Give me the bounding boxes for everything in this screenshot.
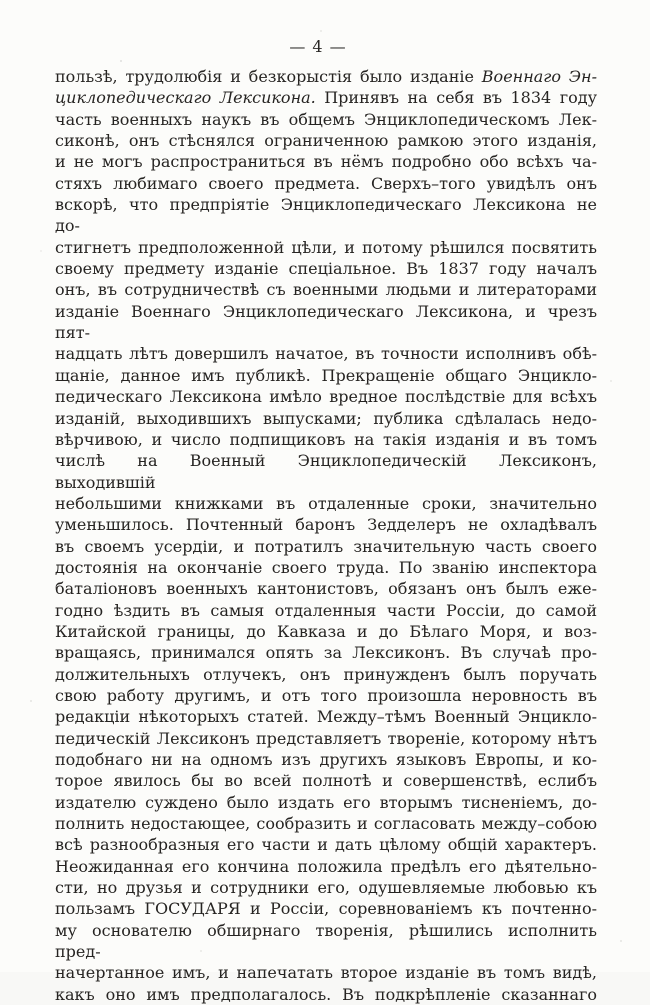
text-segment: сти, но друзья и сотрудники его, одушевляемые любовью къ [55,878,597,898]
text-segment: какъ оно имъ предполагалось. Въ подкрѣпленіе сказаннаго [55,984,597,1004]
text-line [55,856,597,877]
text-line [55,685,597,706]
text-line [55,343,597,364]
text-segment: достоянія на окончаніе своего труда. По званію инспектора [55,557,597,577]
body-text [55,66,597,1005]
text-line [55,621,597,642]
text-line [55,151,597,172]
text-segment: свою работу другимъ, и отъ того произошла неровность въ [55,685,597,705]
text-segment: сиконѣ, онъ стѣснялся ограниченною рамкою этого изданія, [55,131,597,151]
text-segment: баталіоновъ военныхъ кантонистовъ, обязанъ онъ былъ еже- [55,579,597,599]
text-line [55,642,597,663]
text-line [55,557,597,578]
text-segment: начертанное имъ, и напечатать второе изданіе въ томъ видѣ, [55,963,597,983]
text-line [55,792,597,813]
text-segment: Неожиданная его кончина положила предѣлъ его дѣятельно- [55,856,597,876]
text-line [55,877,597,898]
page-number: — 4 — [289,37,347,56]
text-segment: редакціи нѣкоторыхъ статей. Между–тѣмъ Военный Энцикло- [55,707,597,727]
text-segment: стяхъ любимаго своего предмета. Сверхъ–того увидѣлъ онъ [55,173,597,193]
text-segment: стигнетъ предположенной цѣли, и потому рѣшился посвятить [55,237,597,257]
text-line [55,429,597,450]
text-segment: всѣ разнообразныя его части и дать цѣлому общій характеръ. [55,835,597,855]
text-segment: изданіе Военнаго Энциклопедическаго Лексикона, и чрезъ пят- [55,301,597,343]
text-line [55,66,597,87]
text-line [55,365,597,386]
text-line [55,536,597,557]
text-line [55,258,597,279]
text-segment: вскорѣ, что предпріятіе Энциклопедическаго Лексикона не до- [55,195,597,236]
text-segment: пользамъ ГОСУДАРЯ и Россіи, соревнованіемъ къ почтенно- [55,899,597,919]
text-line [55,962,597,983]
text-segment: вѣрчивою, и число подпищиковъ на такія изданія и въ томъ [55,429,597,449]
text-line [55,408,597,429]
text-segment: годно ѣздить въ самыя отдаленныя части Россіи, до самой [55,600,597,620]
text-segment: изданій, выходившихъ выпусками; публика сдѣлалась недо- [55,408,597,428]
text-segment: пользѣ, трудолюбія и безкорыстія было изданіе [55,67,482,86]
text-line [55,770,597,791]
text-segment: щаніе, данное имъ публикѣ. Прекращеніе общаго Энцикло- [55,365,597,385]
text-segment: му основателю обширнаго творенія, рѣшились исполнить пред- [55,920,597,962]
text-segment: вращаясь, принимался опять за Лексиконъ. Въ случаѣ про- [55,643,597,663]
text-line [55,834,597,855]
text-line [55,920,597,963]
text-segment: издателю суждено было издать его вторымъ тисненіемъ, до- [55,792,597,812]
text-line [55,130,597,151]
text-segment: онъ, въ сотрудничествѣ съ военными людьми и литераторами [55,280,597,300]
text-segment: надцать лѣтъ довершилъ начатое, въ точности исполнивъ обѣ- [55,344,597,364]
text-line [55,749,597,770]
italic-text-segment: Военнаго Эн- [481,67,597,86]
text-segment: подобнаго ни на одномъ изъ другихъ языковъ Европы, и ко- [55,750,597,769]
text-segment: и не могъ распространиться въ нёмъ подробно обо всѣхъ ча- [55,152,597,172]
text-segment: небольшими книжками въ отдаленные сроки, значительно [55,493,597,513]
italic-text-segment: циклопедическаго Лексикона. [55,88,316,108]
text-line [55,173,597,194]
text-segment: педическій Лексиконъ представляетъ твореніе, которому нѣтъ [55,728,597,748]
text-segment: педическаго Лексикона имѣло вредное послѣдствіе для всѣхъ [55,387,597,407]
text-segment: должительныхъ отлучекъ, онъ принужденъ былъ поручать [55,664,597,684]
text-line [55,898,597,919]
text-segment: Китайской границы, до Кавказа и до Бѣлаго Моря, и воз- [55,621,597,641]
scan-noise [0,0,2,2]
text-segment: часть военныхъ наукъ въ общемъ Энциклопедическомъ Лек- [55,109,597,129]
text-line [55,578,597,599]
text-line [55,87,597,108]
text-segment: Принявъ на себя въ 1834 году [315,88,597,108]
text-line [55,450,597,493]
text-segment: полнить недостающее, сообразить и согласовать между–собою [55,814,597,834]
text-line [55,984,597,1005]
text-segment: торое явилось бы во всей полнотѣ и совершенствѣ, еслибъ [55,771,597,791]
text-line [55,728,597,749]
text-line [55,109,597,130]
text-line [55,237,597,258]
text-segment: уменьшилось. Почтенный баронъ Зедделеръ не охладѣвалъ [55,515,597,535]
text-segment: въ своемъ усердіи, и потратилъ значительную часть своего [55,536,597,556]
text-line [55,813,597,834]
text-line [55,600,597,621]
text-line [55,514,597,535]
text-segment: своему предмету изданіе спеціальное. Въ 1837 году началъ [55,259,597,279]
text-line [55,664,597,685]
text-segment: числѣ на Военный Энциклопедическій Лексиконъ, выходившій [55,451,597,492]
text-line [55,706,597,727]
text-line [55,493,597,514]
text-line [55,279,597,300]
text-line [55,194,597,237]
text-line [55,301,597,344]
text-line [55,386,597,407]
